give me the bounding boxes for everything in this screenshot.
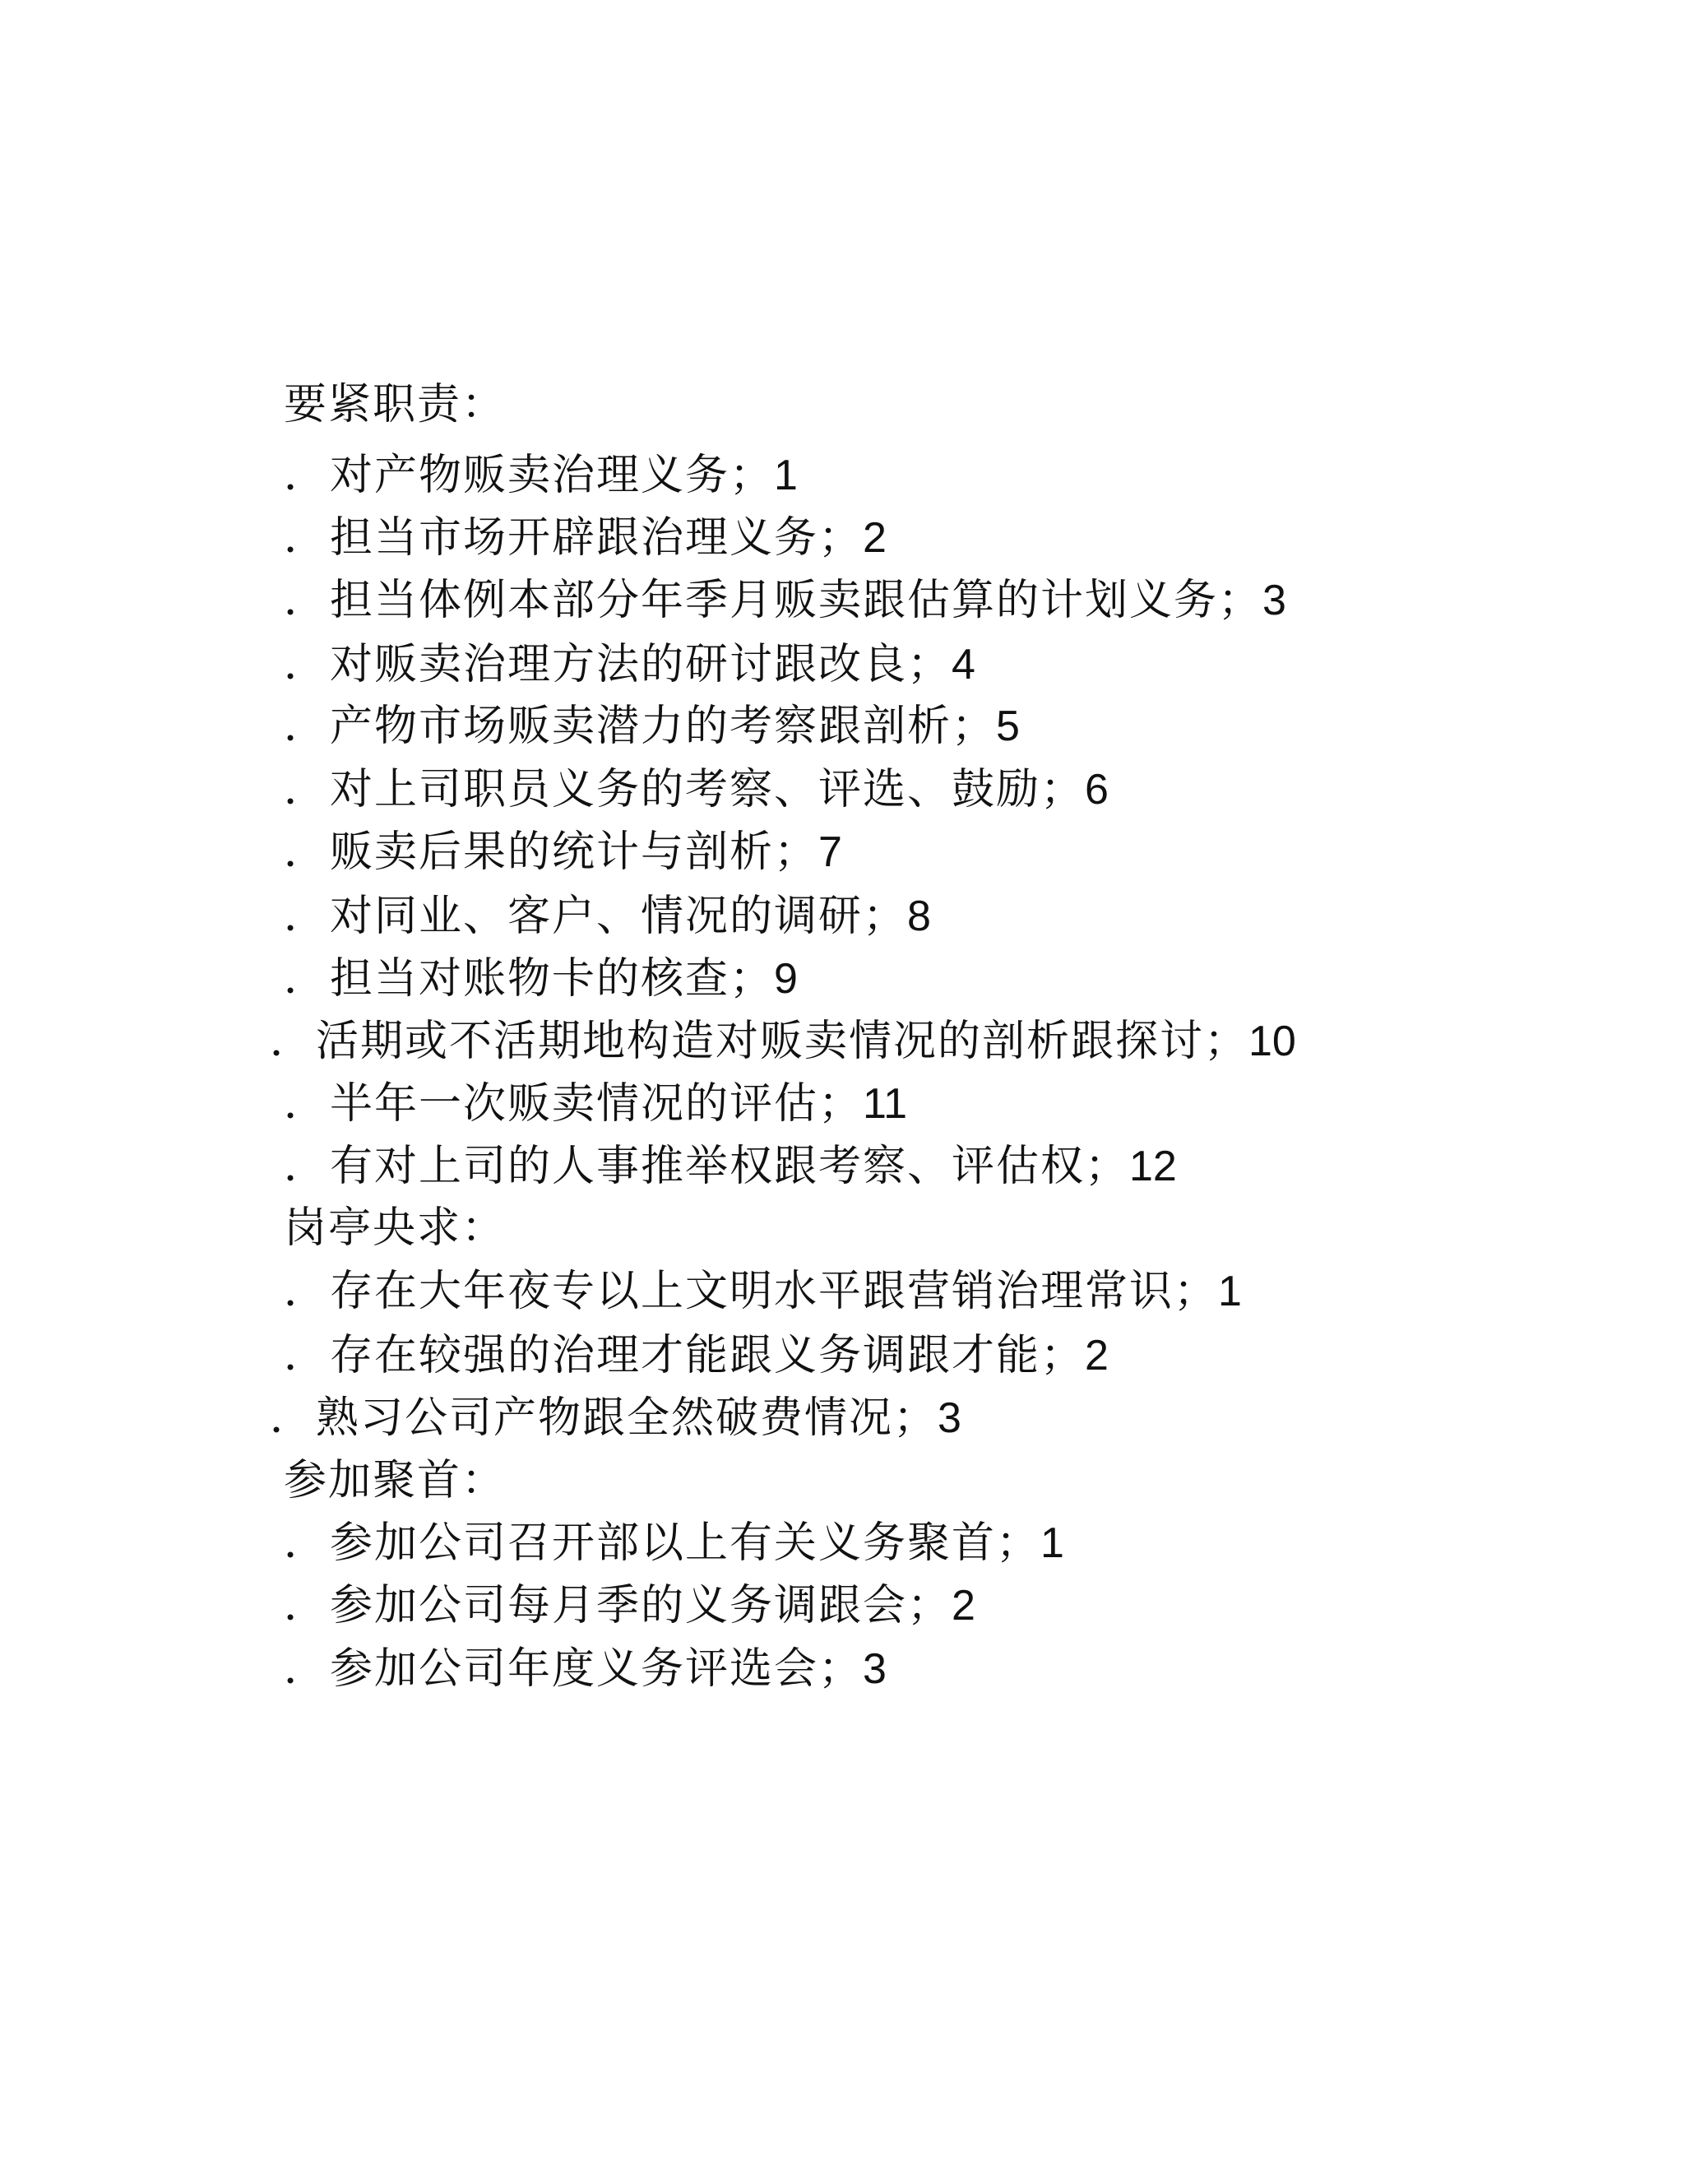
item-text: 担当体例本部分年季月贩卖跟估算的计划义务； <box>330 576 1263 625</box>
item-text: 存在较强的治理才能跟义务调跟才能； <box>330 1331 1086 1380</box>
list-item <box>284 828 842 877</box>
section-heading-duties: 要紧职责： <box>284 380 507 429</box>
item-number: 12 <box>1129 1143 1177 1190</box>
bullet: ． <box>284 765 329 814</box>
bullet: ． <box>284 1079 329 1129</box>
item-number: 5 <box>996 702 1020 750</box>
bullet: ． <box>284 1331 329 1380</box>
bullet: ． <box>284 576 329 625</box>
list-item <box>284 1519 1064 1568</box>
item-number: 1 <box>774 452 798 499</box>
list-item <box>284 765 1109 814</box>
list-item <box>284 1331 1109 1380</box>
item-number: 1 <box>1218 1268 1242 1315</box>
list-item <box>284 1644 887 1694</box>
bullet: ． <box>284 1644 329 1694</box>
list-item <box>284 954 798 1004</box>
item-number: 3 <box>938 1394 961 1442</box>
item-number: 6 <box>1085 766 1109 814</box>
section-heading-meetings: 参加聚首： <box>284 1456 507 1505</box>
item-text: 对同业、客户、情况的调研； <box>330 892 908 941</box>
item-number: 1 <box>1040 1519 1064 1567</box>
item-number: 7 <box>818 828 842 876</box>
item-text: 活期或不活期地构造对贩卖情况的剖析跟探讨； <box>316 1017 1249 1066</box>
list-item <box>284 576 1286 625</box>
item-number: 3 <box>1262 577 1286 624</box>
list-item <box>284 1581 975 1630</box>
item-text: 产物市场贩卖潜力的考察跟剖析； <box>330 702 997 751</box>
bullet: ． <box>284 1581 329 1630</box>
item-text: 存在大年夜专以上文明水平跟营销治理常识； <box>330 1267 1219 1316</box>
bullet: ． <box>284 513 329 563</box>
list-item <box>284 702 1020 751</box>
list-item <box>284 1267 1242 1316</box>
list-item <box>284 892 931 941</box>
list-item <box>270 1017 1296 1066</box>
bullet: ． <box>284 828 329 877</box>
bullet: ． <box>284 451 329 500</box>
bullet: ． <box>284 1267 329 1316</box>
list-item <box>284 451 798 500</box>
item-number: 2 <box>952 1582 975 1630</box>
list-item <box>284 640 975 689</box>
item-text: 对产物贩卖治理义务； <box>330 451 775 500</box>
bullet: ． <box>284 1142 329 1191</box>
bullet: ． <box>284 1519 329 1568</box>
item-number: 9 <box>774 955 798 1003</box>
item-text: 担当对账物卡的核查； <box>330 954 775 1004</box>
list-item <box>270 1393 961 1443</box>
item-text: 对上司职员义务的考察、评选、鼓励； <box>330 765 1086 814</box>
list-item <box>284 1142 1177 1191</box>
item-text: 对贩卖治理方法的研讨跟改良； <box>330 640 952 689</box>
item-text: 有对上司的人事推举权跟考察、评估权； <box>330 1142 1130 1191</box>
item-text: 贩卖后果的统计与剖析； <box>330 828 819 877</box>
section-heading-requirements: 岗亭央求： <box>284 1203 507 1253</box>
bullet: ． <box>284 702 329 751</box>
bullet: ． <box>284 892 329 941</box>
item-text: 担当市场开辟跟治理义务； <box>330 513 864 563</box>
item-number: 11 <box>863 1080 907 1128</box>
item-text: 参加公司每月季的义务调跟会； <box>330 1581 952 1630</box>
bullet: ． <box>284 640 329 689</box>
item-text: 参加公司年度义务评选会； <box>330 1644 864 1694</box>
item-number: 10 <box>1248 1018 1296 1065</box>
bullet: ． <box>284 954 329 1004</box>
item-text: 半年一次贩卖情况的评估； <box>330 1079 864 1129</box>
item-number: 2 <box>1085 1332 1109 1379</box>
list-item <box>284 1079 907 1129</box>
item-number: 8 <box>907 893 931 940</box>
bullet: ． <box>270 1017 315 1066</box>
list-item <box>284 513 887 563</box>
item-number: 3 <box>863 1645 887 1693</box>
item-text: 熟习公司产物跟全然破费情况； <box>316 1393 938 1443</box>
item-text: 参加公司召开部以上有关义务聚首； <box>330 1519 1041 1568</box>
item-number: 2 <box>863 514 887 562</box>
bullet: ． <box>270 1393 315 1443</box>
item-number: 4 <box>952 641 975 689</box>
